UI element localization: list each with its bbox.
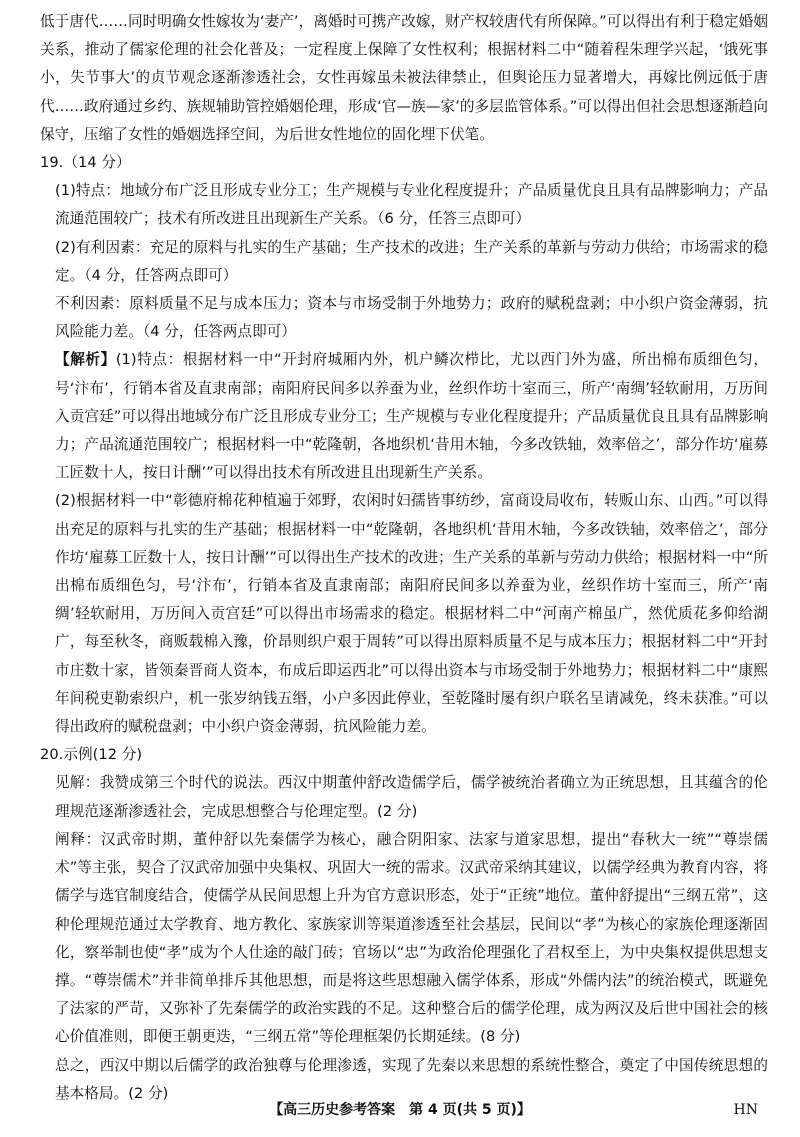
paragraph-text: 见解：我赞成第三个时代的说法。西汉中期董仲舒改造儒学后，儒学被统治者确立为正统思想，且其蕴含的伦理规范逐渐渗透社会，完成思想整合与伦理定型。(2 分) — [55, 774, 768, 820]
paragraph-text: (2)有利因素：充足的原料与扎实的生产基础；生产技术的改进；生产关系的革新与劳动力供给；市场需求的稳定。（4 分，任答两点即可） — [55, 238, 768, 284]
answer-paragraph — [40, 826, 768, 1052]
footer-page-info: 【高三历史参考答案 第 4 页(共 5 页)】 — [269, 1102, 531, 1118]
paragraph-text: (1)特点：地域分布广泛且形成专业分工；生产规模与专业化程度提升；产品质量优良且具有品牌影响力；产品流通范围较广；技术有所改进且出现新生产关系。（6 分，任答三点即可） — [55, 182, 768, 228]
paragraph-text: (1)特点：根据材料一中“开封府城厢内外，机户鳞次栉比，尤以西门外为盛，所出棉布质细色匀，号‘汴布’，行销本省及直隶南部；南阳府民间多以养蚕为业，丝织作坊十室而三，所产‘南绸’轻软耐用，万历间入贡宫廷”可以得出地域分布广泛且形成专业分工；生产规模与专业化程度提升；产品质量优良且具有品牌影响力；产品流通范围较广；根据材料一中“乾隆朝，各地织机‘昔用木轴，今多改铁轴，效率倍之’，部分作坊‘雇募工匠数十人，按日计酬’”可以得出技术有所改进且出现新生产关系。 — [55, 351, 768, 482]
footer-region-code: HN — [733, 1102, 758, 1118]
paragraph-text: 总之，西汉中期以后儒学的政治独尊与伦理渗透，实现了先秦以来思想的系统性整合，奠定了中国传统思想的基本格局。(2 分) — [55, 1056, 768, 1102]
answer-paragraph — [40, 177, 768, 233]
answer-paragraph — [40, 8, 768, 149]
question-number — [40, 741, 768, 769]
paragraph-text: 20.示例(12 分) — [40, 746, 143, 764]
answer-paragraph — [40, 487, 768, 741]
question-number — [40, 149, 768, 177]
answer-paragraph — [40, 234, 768, 290]
answer-content — [40, 8, 768, 1108]
analysis-label: 【解析】 — [55, 351, 116, 369]
paragraph-text: 19.（14 分） — [40, 154, 131, 172]
paragraph-text: 阐释：汉武帝时期，董仲舒以先秦儒学为核心，融合阴阳家、法家与道家思想，提出“春秋大一统”“尊崇儒术”等主张，契合了汉武帝加强中央集权、巩固大一统的需求。汉武帝采纳其建议，以儒学经典为教育内容，将儒学与选官制度结合，使儒学从民间思想上升为官方意识形态，处于“正统”地位。董仲舒提出“三纲五常”，这种伦理规范通过太学教育、地方教化、家族家训等渠道渗透至社会基层，民间以“孝”为核心的家族伦理逐渐固化，察举制也使“孝”成为个人仕途的敲门砖；官场以“忠”为政治伦理强化了君权至上，为中央集权提供思想支撑。“尊崇儒术”并非简单排斥其他思想，而是将这些思想融入儒学体系，形成“外儒内法”的统治模式，既避免了法家的严苛，又弥补了先秦儒学的政治实践的不足。这种整合后的儒学伦理，成为两汉及后世中国社会的核心价值准则，即便王朝更迭，“三纲五常”等伦理框架仍长期延续。(8 分) — [55, 830, 768, 1046]
page-footer — [0, 1096, 800, 1124]
paragraph-text: (2)根据材料一中“彰德府棉花种植遍于郊野，农闲时妇孺皆事纺纱，富商设局收布，转贩山东、山西。”可以得出充足的原料与扎实的生产基础；根据材料一中“乾隆朝，各地织机‘昔用木轴，今多改铁轴，效率倍之’，部分作坊‘雇募工匠数十人，按日计酬’”可以得出生产技术的改进；生产关系的革新与劳动力供给；根据材料一中“所出棉布质细色匀，号‘汴布’，行销本省及直隶南部；南阳府民间多以养蚕为业，丝织作坊十室而三，所产‘南绸’轻软耐用，万历间入贡宫廷”可以得出市场需求的稳定。根据材料二中“河南产棉虽广，然优质花多仰给湖广，每至秋冬，商贩载棉入豫，价昂则织户艰于周转”可以得出原料质量不足与成本压力；根据材料二中“开封市庄数十家，皆领秦晋商人资本，布成后即运西北”可以得出资本与市场受制于外地势力；根据材料二中“康熙年间税吏勒索织户，机一张岁纳钱五缗，小户多因此停业，至乾隆时屡有织户联名呈请减免，终未获准。”可以得出政府的赋税盘剥；中小织户资金薄弱，抗风险能力差。 — [55, 492, 768, 736]
answer-paragraph — [40, 769, 768, 825]
paragraph-text: 低于唐代……同时明确女性嫁妆为‘妻产’，离婚时可携产改嫁，财产权较唐代有所保障。”可以得出有利于稳定婚姻关系，推动了儒家伦理的社会化普及；一定程度上保障了女性权利；根据材料二中“随着程朱理学兴起，‘饿死事小，失节事大’的贞节观念逐渐渗透社会，女性再嫁虽未被法律禁止，但舆论压力显著增大，再嫁比例远低于唐代……政府通过乡约、族规辅助管控婚姻伦理，形成‘官—族—家’的多层监管体系。”可以得出但社会思想逐渐趋向保守，压缩了女性的婚姻选择空间，为后世女性地位的固化埋下伏笔。 — [40, 13, 768, 143]
paragraph-text: 不利因素：原料质量不足与成本压力；资本与市场受制于外地势力；政府的赋税盘剥；中小织户资金薄弱，抗风险能力差。（4 分，任答两点即可） — [55, 295, 768, 341]
answer-paragraph — [40, 346, 768, 487]
answer-paragraph — [40, 290, 768, 346]
